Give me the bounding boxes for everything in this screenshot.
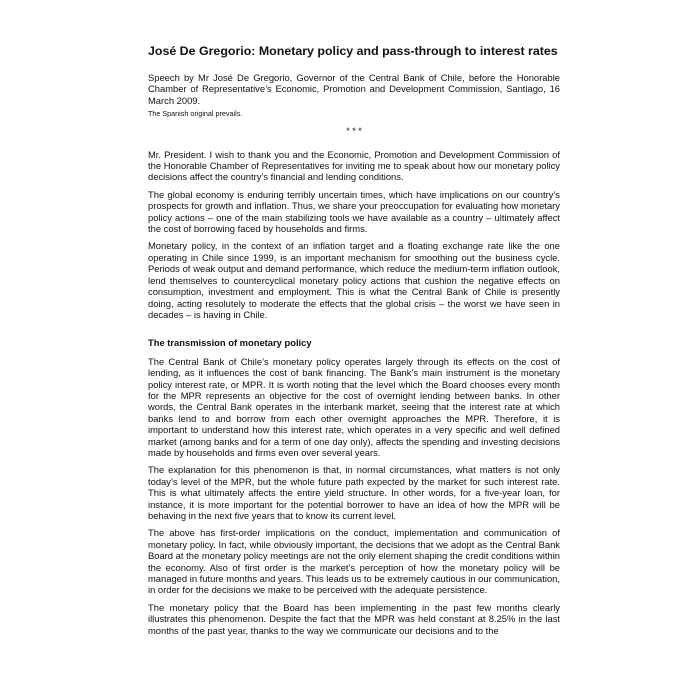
paragraph: Mr. President. I wish to thank you and the Economic, Promotion and Development Commission of the Honorable Chamber of Representatives for inviting me to speak about how our monetary policy decisions affect the country’s financial and lending conditions. (148, 148, 560, 183)
paragraph: Monetary policy, in the context of an inflation target and a floating exchange rate like the one operating in Chile since 1999, is an important mechanism for smoothing out the business cycle. Periods of weak output and demand performance, which reduce the medium-term inflation outlook, lend themselves to countercyclical monetary policy actions that cushion the negative effects on consumption, investment and employment. This is what the Central Bank of Chile is presently doing, acting resolutely to moderate the effects that the global crisis – the worst we have seen in decades – is having in Chile. (148, 240, 560, 320)
paragraph: The global economy is enduring terribly uncertain times, which have implications on our country’s prospects for growth and inflation. Thus, we share your preoccupation for evaluating how monetary policy actions – one of the main stabilizing tools we have available as a country – ultimately affect the cost of borrowing faced by households and firms. (148, 188, 560, 235)
section-heading: The transmission of monetary policy (148, 337, 312, 349)
document-title: José De Gregorio: Monetary policy and pass-through to interest rates (148, 44, 558, 58)
section-separator: * * * (346, 126, 362, 137)
document-page (148, 44, 560, 642)
translation-note: The Spanish original prevails. (148, 109, 243, 119)
paragraph: The monetary policy that the Board has been implementing in the past few months clearly illustrates this phenomenon. Despite the fact that the MPR was held constant at 8.25% in the last months of the past year, thanks to the way we communicate our decisions and to the (148, 601, 560, 636)
paragraph: The above has first-order implications on the conduct, implementation and communication of monetary policy. In fact, while obviously important, the decisions that we adopt as the Central Bank Board at the monetary policy meetings are not the only element shaping the credit conditions within the economy. Also of first order is the market’s perception of how the monetary policy will be managed in future months and years. This leads us to be extremely cautious in our communication, in order for the decisions we make to be perceived with the adequate persistence. (148, 527, 560, 596)
paragraph: The Central Bank of Chile’s monetary policy operates largely through its effects on the cost of lending, as it influences the cost of bank financing. The Bank’s main instrument is the monetary policy interest rate, or MPR. It is worth noting that the level which the Board chooses every month for the MPR represents an objective for the cost of overnight lending between banks. In other words, the Central Bank operates in the interbank market, seeing that the interest rate at which banks lend to and borrow from each other overnight approaches the MPR. Therefore, it is important to understand how this interest rate, which operates in a very specific and well defined market (among banks and for a term of one day only), affects the spending and investing decisions made by households and firms even over several years. (148, 355, 560, 458)
speech-intro: Speech by Mr José De Gregorio, Governor of the Central Bank of Chile, before the Honorable Chamber of Representative’s Economic, Promotion and Development Commission, Santiago, 16 March 2009. (148, 72, 560, 106)
paragraph: The explanation for this phenomenon is that, in normal circumstances, what matters is not only today’s level of the MPR, but the whole future path expected by the market for such interest rate. This is what ultimately affects the entire yield structure. In other words, for a five-year loan, for instance, it is more important for the potential borrower to have an idea of how the MPR will be behaving in the next five years that to know its current level. (148, 464, 560, 521)
